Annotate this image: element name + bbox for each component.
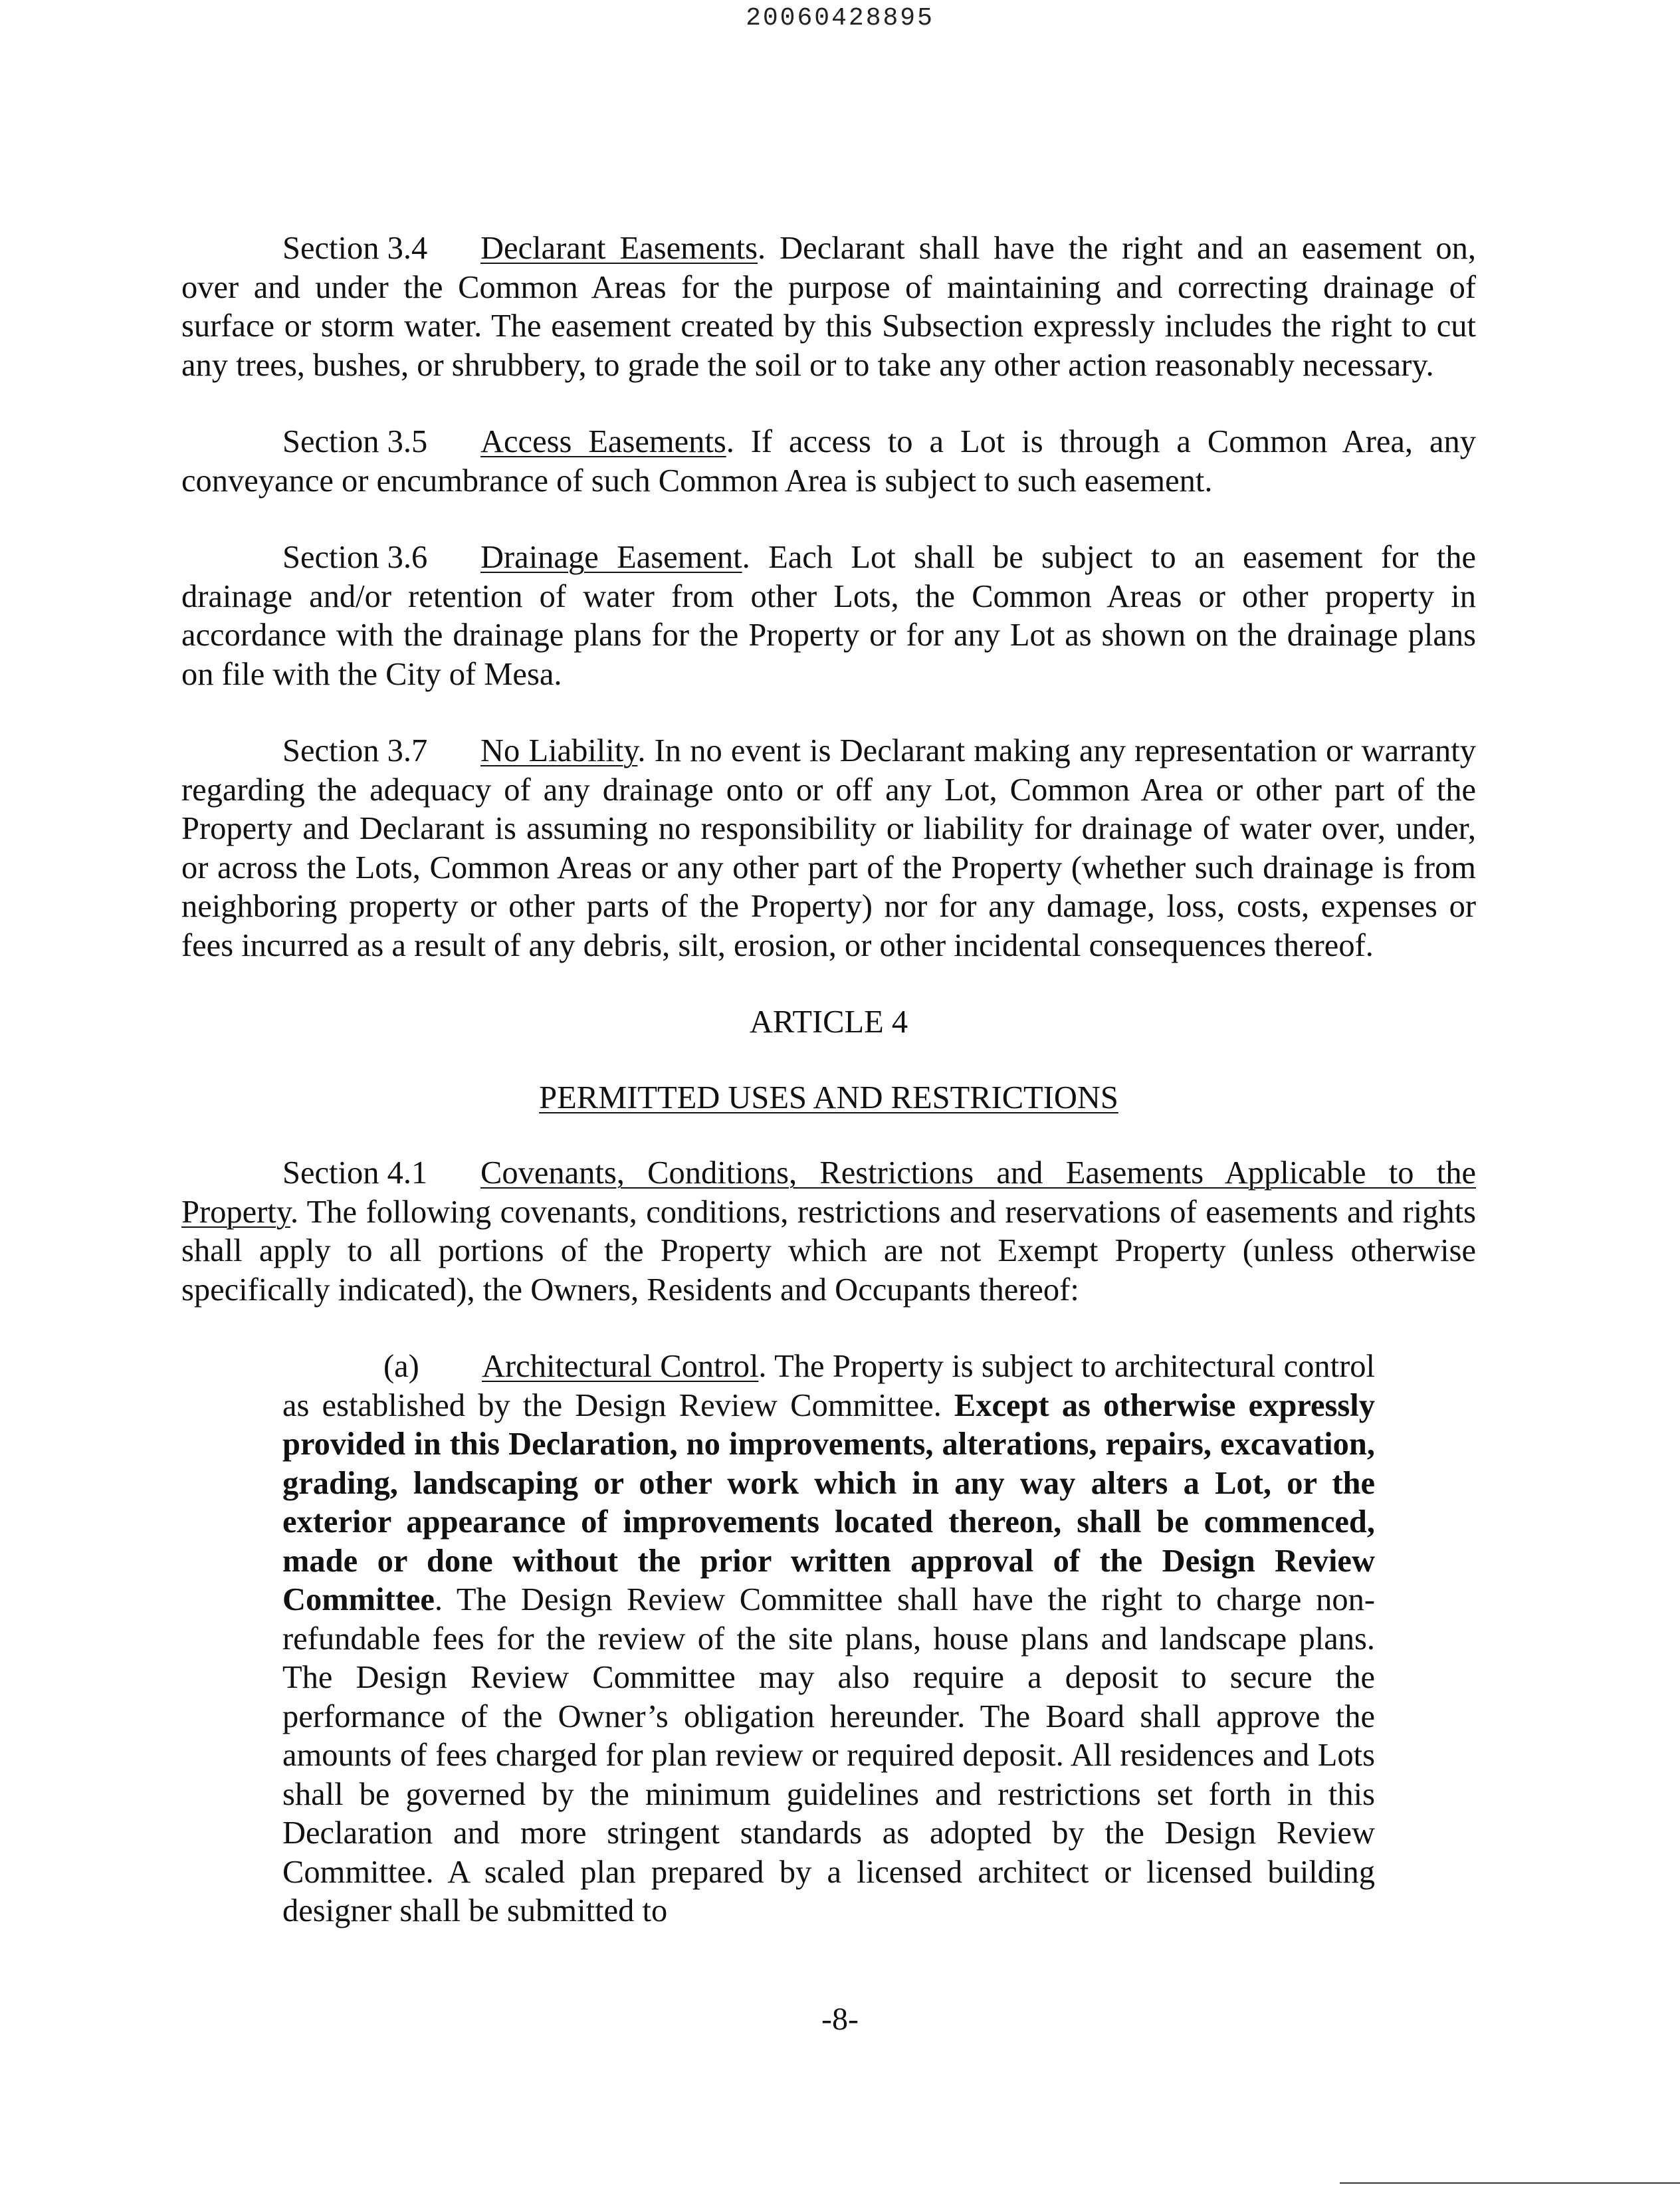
section-body: The following covenants, conditions, restrictions and reservations of easements and rights shall apply to all portions of the Property which are not Exempt Property (unless otherwise specifically indicated), the Owners, Residents and Occupants thereof: [181,1194,1477,1308]
page-number: -8- [821,2002,859,2037]
section-body: If access to a Lot is through a Common Area, any conveyance or encumbrance of such Common Area is subject to such easement. [181,424,1476,499]
page-body [181,229,1476,1931]
section-title: Access Easements [480,424,726,459]
subsection-label: (a) [383,1349,419,1384]
section-title: Drainage Easement [480,540,742,575]
section-number: Section 4.1 [282,1155,428,1191]
subsection-rest: The Design Review Committee shall have the right to charge non-refundable fees for the review of the site plans, house plans and landscape plans. The Design Review Committee may also require a deposit to secure the performance of the Owner’s obligation hereunder. The Board shall approve the amounts of fees charged for plan review or required deposit. All residences and Lots shall be governed by the minimum guidelines and restrictions set forth in this Declaration and more stringent standards as adopted by the Design Review Committee. A scaled plan prepared by a licensed architect or licensed building designer shall be submitted to [282,1582,1376,1928]
section-3-7: Section 3.7 No Liability. In no event is Declarant making any representation or warranty regarding the adequacy of any drainage onto or off any Lot, Common Area or other part of the Property and Declarant is assuming no responsibility or liability for drainage of water over, under, or across the Lots, Common Areas or any other part of the Property (whether such drainage is from neighboring property or other parts of the Property) nor for any damage, loss, costs, expenses or fees incurred as a result of any debris, silt, erosion, or other incidental consequences thereof. [181,733,1477,963]
section-3-6: Section 3.6 Drainage Easement. Each Lot shall be subject to an easement for the drainage and/or retention of water from other Lots, the Common Areas or other property in accordance with the drainage plans for the Property or for any Lot as shown on the drainage plans on file with the City of Mesa. [181,540,1476,692]
section-number: Section 3.5 [282,424,428,459]
section-number: Section 3.7 [282,733,428,768]
document-number: 20060428895 [746,4,934,33]
section-body: In no event is Declarant making any representation or warranty regarding the adequacy of any drainage onto or off any Lot, Common Area or other part of the Property and Declarant is assuming no responsibility or liability for drainage of water over, under, or across the Lots, Common Areas or any other part of the Property (whether such drainage is from neighboring property or other parts of the Property) nor for any damage, loss, costs, expenses or fees incurred as a result of any debris, silt, erosion, or other incidental consequences thereof. [181,733,1477,963]
section-4-1: Section 4.1 Covenants, Conditions, Restrictions and Easements Applicable to the Property. The following covenants, conditions, restrictions and reservations of easements and rights shall apply to all portions of the Property which are not Exempt Property (unless otherwise specifically indicated), the Owners, Residents and Occupants thereof: [181,1155,1477,1308]
section-3-5: Section 3.5 Access Easements. If access to a Lot is through a Common Area, any conveyance or encumbrance of such Common Area is subject to such easement. [181,424,1476,499]
subsection-intro: The Property is subject to architectural control as established by the Design Review Committee. [282,1349,1375,1423]
subsection-bold-text: Except as otherwise expressly provided in this Declaration, no improvements, alterations, repairs, excavation, grading, landscaping or other work which in any way alters a Lot, or the exterior appearance of improvements located thereon, shall be commenced, made or done without the prior written approval of the Design Review Committee [282,1387,1375,1617]
section-3-4: Section 3.4 Declarant Easements. Declarant shall have the right and an easement on, over and under the Common Areas for the purpose of maintaining and correcting drainage of surface or storm water. The easement created by this Subsection expressly includes the right to cut any trees, bushes, or shrubbery, to grade the soil or to take any other action reasonably necessary. [181,231,1476,383]
subsection-a: (a) Architectural Control. The Property is subject to architectural control as established by the Design Review Committee. Except as otherwise expressly provided in this Declaration, no improvements, alterations, repairs, excavation, grading, landscaping or other work which in any way alters a Lot, or the exterior appearance of improvements located thereon, shall be commenced, made or done without the prior written approval of the Design Review Committee. The Design Review Committee shall have the right to charge non-refundable fees for the review of the site plans, house plans and landscape plans. The Design Review Committee may also require a deposit to secure the performance of the Owner’s obligation hereunder. The Board shall approve the amounts of fees charged for plan review or required deposit. All residences and Lots shall be governed by the minimum guidelines and restrictions set forth in this Declaration and more stringent standards as adopted by the Design Review Committee. A scaled plan prepared by a licensed architect or licensed building designer shall be submitted to [282,1349,1376,1928]
section-title: Covenants, Conditions, Restrictions and Easements Applicable to the Property [181,1155,1476,1230]
article-title: PERMITTED USES AND RESTRICTIONS [539,1080,1118,1115]
section-title: No Liability [480,733,638,768]
section-title: Declarant Easements [480,231,758,266]
footer-divider [1340,2182,1680,2184]
section-number: Section 3.6 [282,540,428,575]
subsection-title: Architectural Control [482,1349,759,1384]
section-number: Section 3.4 [282,231,428,266]
article-heading: ARTICLE 4 [749,1004,908,1040]
section-body: Each Lot shall be subject to an easement for the drainage and/or retention of water from other Lots, the Common Areas or other property in accordance with the drainage plans for the Property or for any Lot as shown on the drainage plans on file with the City of Mesa. [181,540,1476,692]
section-body: Declarant shall have the right and an easement on, over and under the Common Areas for the purpose of maintaining and correcting drainage of surface or storm water. The easement created by this Subsection expressly includes the right to cut any trees, bushes, or shrubbery, to grade the soil or to take any other action reasonably necessary. [181,231,1476,383]
